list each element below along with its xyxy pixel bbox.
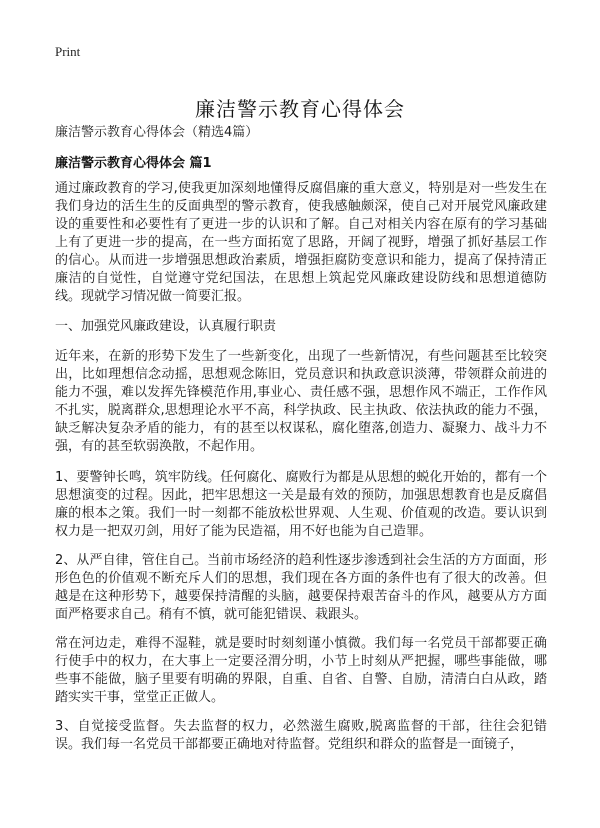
paragraph-subheading: 一、加强党风廉政建设，认真履行职责: [55, 319, 277, 334]
document-title: 廉洁警示教育心得体会: [195, 97, 405, 122]
section-heading: 廉洁警示教育心得体会 篇1: [55, 156, 212, 171]
paragraph-caution: 常在河边走，难得不湿鞋，就是要时时刻刻谨小慎微。我们每一名党员干部都要正确行使手中的权力，在大事上一定要泾渭分明，小节上时刻从严把握，哪些事能做，哪些事不能做，脑子里要有明确的界限，自重、自省、自警、自励，清清白白从政，踏踏实实干事，堂堂正正做人。: [55, 636, 547, 705]
document-subtitle: 廉洁警示教育心得体会（精选4篇）: [55, 125, 259, 140]
paragraph-point-3: 3、自觉接受监督。失去监督的权力，必然滋生腐败,脱离监督的干部，往往会犯错误。我们每一名党员干部都要正确地对待监督。党组织和群众的监督是一面镜子，: [55, 719, 547, 752]
paragraph-point-1: 1、要警钟长鸣，筑牢防线。任何腐化、腐败行为都是从思想的蜕化开始的，都有一个思想演变的过程。因此，把牢思想这一关是最有效的预防，加强思想教育也是反腐倡廉的根本之策。我们一时一刻都不能放松世界观、人生观、价值观的改造。要认识到权力是一把双刃剑，用好了能为民造福，用不好也能为自己造罪。: [55, 470, 547, 539]
print-link[interactable]: Print: [55, 44, 81, 59]
paragraph-intro: 通过廉政教育的学习,使我更加深刻地懂得反腐倡廉的重大意义，特别是对一些发生在我们身边的活生生的反面典型的警示教育，使我感触颇深，使自己对开展党风廉政建设的重要性和必要性有了更进一步的认识和了解。自己对相关内容在原有的学习基础上有了更进一步的提高，在一些方面拓宽了思路，开阔了视野，增强了抓好基层工作的信心。从而进一步增强思想政治素质，增强拒腐防变意识和能力，提高了保持清正廉洁的自觉性，自觉遵守党纪国法，在思想上筑起党风廉政建设防线和思想道德防线。现就学习情况做一简要汇报。: [55, 181, 547, 304]
paragraph-point-2: 2、从严自律，管住自己。当前市场经济的趋利性逐步渗透到社会生活的方方面面，形形色色的价值观不断充斥人们的思想，我们现在各方面的条件也有了很大的改善。但越是在这种形势下，越要保持清醒的头脑，越要保持艰苦奋斗的作风，越要从方方面面严格要求自己。稍有不慎，就可能犯错误、栽跟头。: [55, 553, 547, 622]
paragraph-situation: 近年来，在新的形势下发生了一些新变化，出现了一些新情况，有些问题甚至比较突出，比如理想信念动摇，思想观念陈旧，党员意识和执政意识淡薄，带领群众前进的能力不强，难以发挥先锋模范作用,事业心、责任感不强，思想作风不端正，工作作风不扎实，脱离群众,思想理论水平不高，科学执政、民主执政、依法执政的能力不强，缺乏解决复杂矛盾的能力，有的甚至以权谋私，腐化堕落,创造力、凝聚力、战斗力不强，有的甚至软弱涣散，不起作用。: [55, 349, 547, 454]
